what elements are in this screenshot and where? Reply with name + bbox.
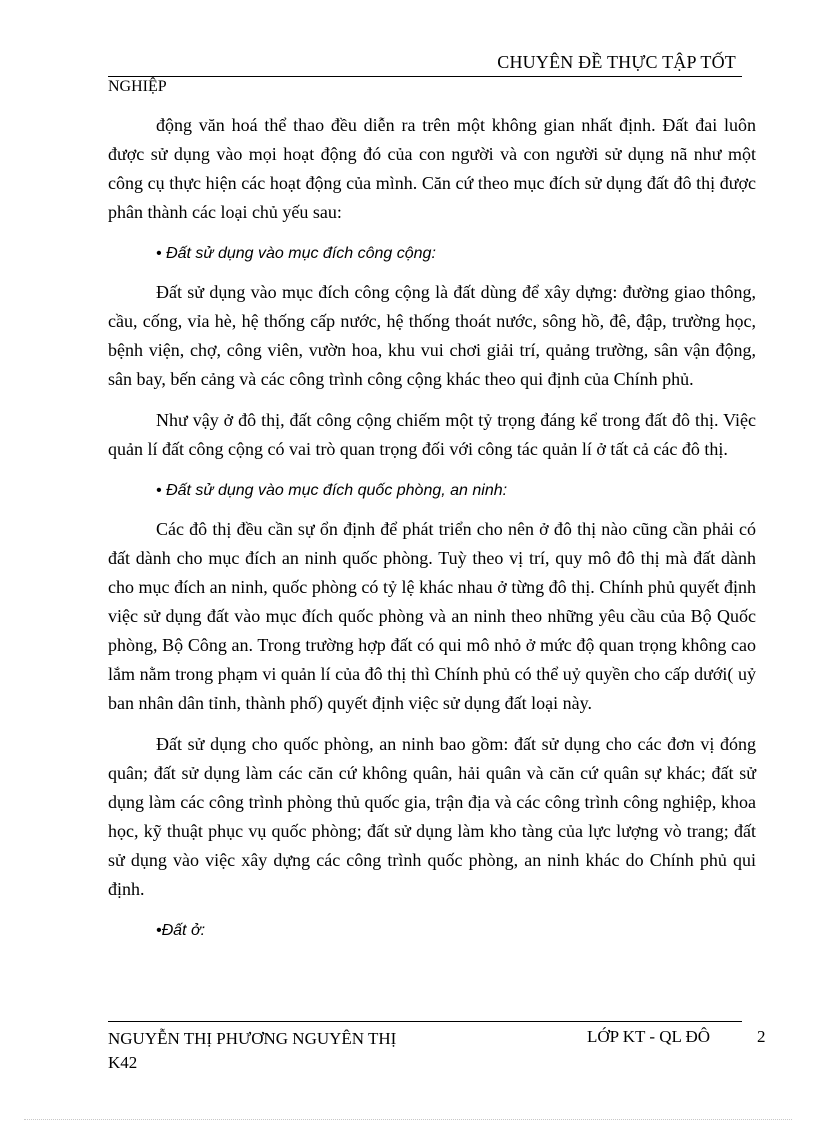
paragraph-defense-land-scope: Đất sử dụng cho quốc phòng, an ninh bao gồm: đất sử dụng cho các đơn vị đóng quân; đất sử dụng làm các căn cứ không quân, hải quân và căn cứ quân sự khác; đất sử dụng làm các công trình phòng thủ quốc gia, trận địa và các công trình công nghiệp, khoa học, kỹ thuật phục vụ quốc phòng; đất sử dụng làm kho tàng của lực lượng vò trang; đất sử dụng vào việc xây dựng các công trình quốc phòng, an ninh khác do Chính phủ qui định. — [108, 734, 756, 899]
paragraph-public-land: Đất sử dụng vào mục đích công cộng là đất dùng để xây dựng: đường giao thông, cầu, cống, vỉa hè, hệ thống cấp nước, hệ thống thoát nước, sông hồ, đê, đập, trường học, bệnh viện, chợ, công viên, vườn hoa, khu vui chơi giải trí, quảng trường, sân vận động, sân bay, bến cảng và các công trình công cộng khác theo qui định của Chính phủ. — [108, 282, 756, 389]
section-heading-defense-land: • Đất sử dụng vào mục đích quốc phòng, an ninh: — [156, 482, 508, 499]
paragraph-intro: động văn hoá thể thao đều diễn ra trên một không gian nhất định. Đất đai luôn được sử dụng vào mọi hoạt động đó của con người và con người sử dụng nã như một công cụ thực hiện các hoạt động của mình. Căn cứ theo mục đích sử dụng đất đô thị được phân thành các loại chủ yếu sau: — [108, 115, 756, 222]
header-title-continuation: NGHIỆP — [108, 78, 167, 95]
header-rule — [108, 76, 742, 77]
section-heading-residential-land: •Đất ở: — [156, 922, 206, 939]
document-body — [108, 111, 756, 955]
paragraph-defense-land: Các đô thị đều cần sự ổn định để phát triển cho nên ở đô thị nào cũng cần phải có đất dành cho mục đích an ninh quốc phòng. Tuỳ theo vị trí, quy mô đô thị mà đất dành cho mục đích an ninh, quốc phòng có tỷ lệ khác nhau ở từng đô thị. Chính phủ quyết định việc sử dụng đất vào mục đích quốc phòng và an ninh theo những yêu cầu của Bộ Quốc phòng, Bộ Công an. Trong trường hợp đất có qui mô nhỏ ở mức độ quan trọng không cao lắm nằm trong phạm vi quản lí của đô thị thì Chính phủ có thể uỷ quyền cho cấp dưới( uỷ ban nhân dân tỉnh, thành phố) quyết định việc sử dụng đất loại này. — [108, 519, 756, 713]
page-bottom-edge — [24, 1119, 792, 1120]
paragraph-public-land-share: Như vậy ở đô thị, đất công cộng chiếm một tỷ trọng đáng kể trong đất đô thị. Việc quản lí đất công cộng có vai trò quan trọng đối với công tác quản lí ở tất cả các đô thị. — [108, 410, 756, 459]
footer-class: LỚP KT - QL ĐÔ — [587, 1027, 711, 1046]
section-heading-public-land: • Đất sử dụng vào mục đích công cộng: — [156, 245, 436, 262]
footer-rule — [108, 1021, 742, 1022]
page-number: 2 — [757, 1027, 766, 1046]
footer-author: NGUYỄN THỊ PHƯƠNG NGUYÊN THỊ K42 — [108, 1029, 397, 1072]
header-title: CHUYÊN ĐỀ THỰC TẬP TỐT — [497, 52, 736, 72]
